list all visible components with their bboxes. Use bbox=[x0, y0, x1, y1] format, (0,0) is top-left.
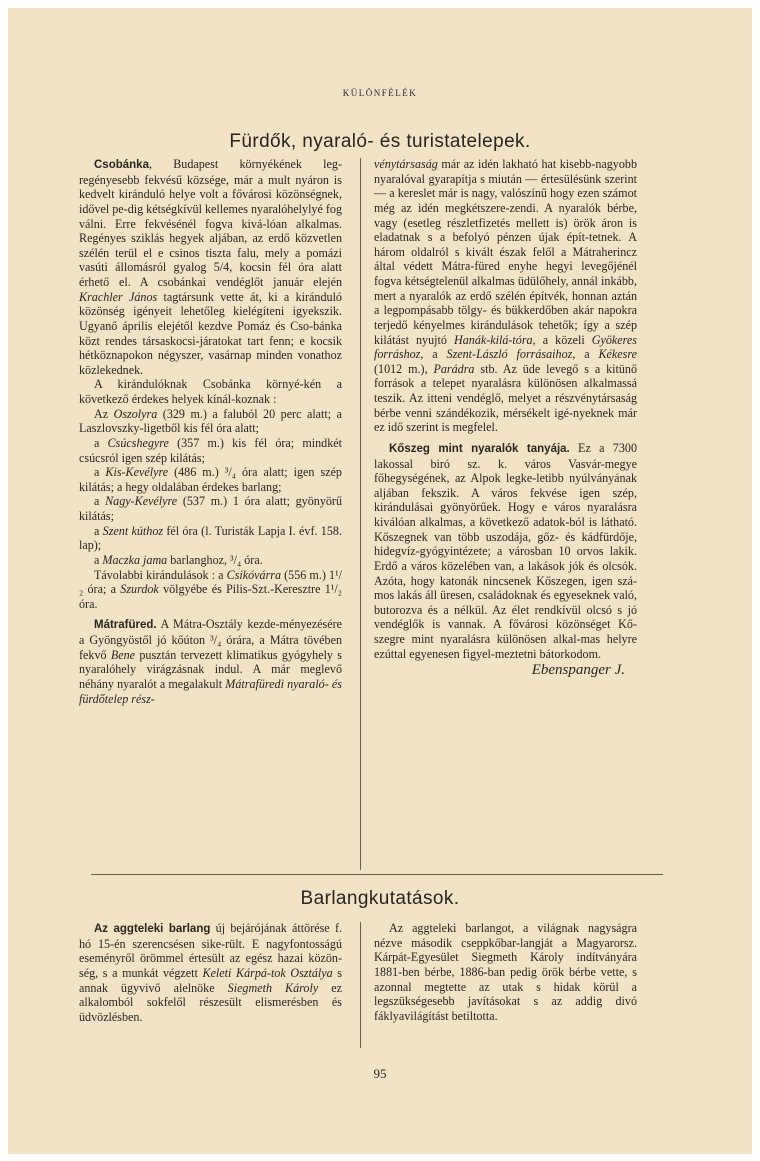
list-item bbox=[79, 465, 342, 494]
matra-continued-paragraph bbox=[374, 157, 637, 435]
column-divider-2 bbox=[360, 922, 361, 1048]
osztaly-name: Keleti Kárpá-tok Osztálya bbox=[202, 965, 333, 980]
tavolabbi-paragraph bbox=[79, 568, 342, 612]
tavolabbi-place-2: Szurdok bbox=[120, 582, 159, 597]
matra-cont-text-a: már az idén lakható hat kisebb-nagyobb nyaralóval gyarapítja s miután — értesülésünk szerint — a kereslet már is nagy, valószínű hogy ezen számot még az idén megkétszere-zendi. A nyaralók bérbe, vagy (esetleg részletfizetés mellett is) örök áron is eladatnak s a befolyó pénzen újak épít-tetnek. A három oldalról s kivált észak felől a Mátraherincz által védett Mátra-füred enyhe hegyi levegőjénél fogva kétségtelenül alkalmas üdülőhely, annál inkább, mert a nyaralók az erdő szélén építvék, honnan aztán a legpompásabb tölgy- és bükkerdőben akár napokra terjedő kényelmes kirándulások tehetők; így a szép kilátást nyujtó bbox=[374, 157, 637, 347]
list-item-post: (329 m.) a faluból 20 perc alatt; a Laszlovszky-ligetből kis fél óra alatt; bbox=[79, 406, 342, 436]
left-column-section1 bbox=[79, 157, 342, 706]
running-head: KÜLÖNFÉLÉK bbox=[342, 88, 418, 98]
matra-cont-text-f: stb. Az üde levegő s a kitünő források a telepet nyaralásra különösen alkalmassá teszik. Az itteni vendéglő, melyet a részvénytársaság bérbe venni szándékozik, mérsékelt igé-nyeknek már ez idő szerint is megfelel. bbox=[374, 361, 637, 435]
list-item bbox=[79, 524, 342, 553]
matra-cont-text-d: , a bbox=[572, 347, 599, 362]
csobanka-text-b: , kocsin fél óra alatt érhető el. A csobánkai vendéglőt január elején bbox=[79, 260, 342, 289]
column-divider bbox=[360, 158, 361, 870]
list-item-place: Oszolyra bbox=[113, 406, 158, 421]
matra-cont-text-e: (1012 m.), bbox=[374, 361, 434, 376]
koszeg-paragraph bbox=[374, 441, 637, 661]
csobanka-text-a: , Budapest környékének leg-regényesebb fekvésű községe, már a mult nyáron is kedvelt kiránduló helye volt a fővárosi közönségnek, idővel pe-dig kétségkívül kellemes nyaralóhelylyé fog válni. Erre fekvésénél fogva kivá-lóan alkalmas. Regényes sziklás hegyek aljában, az erdő közvetlen szélén terül el e csinos tiszta falu, mely a pomázi vasúti állomásról gyalog bbox=[79, 157, 342, 275]
tavolabbi-text-b: (556 m.) 1¹/₂ óra; a bbox=[79, 567, 342, 597]
hanak-place: Hanák-kilá-tóra bbox=[454, 332, 533, 347]
journal-page bbox=[8, 8, 752, 1154]
aggtelek-text-a: új bejárójának áttörése f. hó 15-én szerencsésen sike-rült. E nagyfontosságú eseményről örömmel értesült az egész hazai közön-ség, s a munkát végzett bbox=[79, 921, 342, 980]
list-item-post: fél óra (l. Turisták Lapja I. évf. 158. lap); bbox=[79, 523, 342, 553]
list-item-pre: a bbox=[94, 523, 103, 538]
right-column-section2 bbox=[374, 921, 637, 1023]
matra-cont-text-c: , a bbox=[420, 347, 447, 362]
signature: Ebenspanger J. bbox=[531, 662, 625, 679]
tavolabbi-text-a: Távolabbi kirándulások : a bbox=[94, 567, 227, 582]
section-title-barlang: Barlangkutatások. bbox=[300, 888, 460, 909]
matra-paragraph bbox=[79, 617, 342, 706]
list-item-place: Maczka jama bbox=[102, 552, 168, 567]
aggtelek-text-b: s annak ügyvivő alelnöke bbox=[79, 965, 342, 995]
matra-company-name-end: vénytársaság bbox=[374, 157, 438, 171]
list-item-pre: Az bbox=[94, 406, 114, 421]
csobanka-fraction: 5/4 bbox=[213, 260, 230, 275]
matra-company-name: Mátrafüredi nyaraló- és fürdőtelep rész- bbox=[79, 676, 342, 706]
section-rule bbox=[91, 874, 663, 875]
kekes-place: Kékesre bbox=[598, 347, 637, 362]
list-item-place: Nagy-Kevélyre bbox=[105, 494, 178, 509]
krachler-name: Krachler János bbox=[79, 289, 158, 304]
list-item-pre: a bbox=[94, 494, 106, 509]
list-item-post: (486 m.) ³/₄ óra alatt; igen szép kilátás; a hegy oldalában érdekes barlang; bbox=[79, 465, 342, 494]
csobanka-text-c: tagtársunk vette át, ki a kiránduló közönség igényeit lehetőleg kielégíteni igyekszik. Ugyanő április elejétől kezdve Pomáz és Cso-bánka közt rendes társaskocsi-járatokat tart fenn; e kocsik hétköznapokon négyszer, vasárnap minden vonathoz közlekednek. bbox=[79, 289, 342, 377]
parad-place: Parádra bbox=[433, 361, 475, 376]
list-item bbox=[79, 436, 342, 465]
matra-text-a: A Mátra-Osztály kezde-ményezésére a Gyöngyöstől jó kőúton ³/₄ órára, a Mátra tövében fekvő bbox=[79, 617, 342, 662]
list-item bbox=[79, 553, 342, 568]
list-item-post: (537 m.) 1 óra alatt; gyönyörű kilátás; bbox=[79, 494, 342, 523]
koszeg-text: Ez a 7300 lakossal biró sz. k. város Vasvár-megye főhegységének, az Alpok legke-letibb nyúlványának aljában fekszik. A város fekvése igen szép, kirándulásai gyönyörűek. Hogy e város nyaralásra kiválóan alkalmas, a következő adatok-ból is látható. Kőszegnek van több uszodája, gőz- és kádfürdője, hidegvíz-gyógyintézete; a városban 10 orvos lakik. Erdő a város közelében van, a lakások jók és olcsók. Azóta, hogy katonák nincsenek Kőszegen, igen szá-mos lakás áll üresen, családoknak és egyeseknek való, butorozva és a nélkül. Az élet rendkívül olcsó s jó vendéglők is vannak. A fővárosi közönséget Kő-szegre mint nyaralásra különösen alkal-mas helyre ezúttal egyenesen figyel-meztetni bátorkodom. bbox=[374, 440, 637, 661]
list-item-place: Kis-Kevélyre bbox=[105, 465, 169, 480]
list-item-post: barlanghoz, ³/₄ óra. bbox=[167, 552, 263, 567]
left-column-section2 bbox=[79, 921, 342, 1024]
list-item bbox=[79, 494, 342, 523]
csobanka-paragraph bbox=[79, 157, 342, 377]
matra-cont-text-b: , a közeli bbox=[532, 332, 592, 347]
aggtelek-paragraph bbox=[79, 921, 342, 1024]
szent-laszlo-place: Szent-László forrásaihoz bbox=[446, 347, 573, 362]
list-item-place: Csúcshegyre bbox=[107, 435, 169, 450]
csobanka-lead: Csobánka bbox=[94, 159, 149, 171]
aggtelek-text-c: ez alkalomból sokfelől részesült elismerésben és üdvözlésben. bbox=[79, 980, 342, 1024]
section-title-furdok: Fürdők, nyaraló- és turistatelepek. bbox=[229, 131, 531, 152]
aggtelek-history-paragraph: Az aggteleki barlangot, a világnak nagyságra nézve második cseppkőbar-langját a Magyarorsz. Kárpát-Egyesület Siegmeth Károly indítványára 1881-ben bérbe, 1886-ban pedig örök bérbe vette, s azonnal megtette az utak s hidak körül a legszükségesebb javításokat s az addig divó fáklyavilágítást betiltotta. bbox=[374, 921, 637, 1023]
list-item bbox=[79, 407, 342, 436]
matra-text-b: pusztán tervezett klimatikus gyógyhely s nyaralóhely virágzásnak indul. A már meglevő néhány nyaralót a megalakult bbox=[79, 647, 342, 691]
list-item-place: Szent kúthoz bbox=[102, 523, 164, 538]
right-column-section1 bbox=[374, 157, 637, 678]
page-number: 95 bbox=[373, 1066, 387, 1081]
list-item-pre: a bbox=[94, 435, 108, 450]
matra-place: Bene bbox=[110, 647, 136, 662]
koszeg-lead: Kőszeg mint nyaralók tanyája. bbox=[389, 442, 570, 455]
tavolabbi-text-c: völgyébe és Pilis-Szt.-Keresztre 1¹/₂ óra. bbox=[79, 582, 342, 611]
csobanka-paragraph-2: A kirándulóknak Csobánka környé-kén a következő érdekes helyek kínál-koznak : bbox=[79, 377, 342, 406]
list-item-pre: a bbox=[94, 465, 106, 480]
list-item-post: (357 m.) kis fél óra; mindkét csúcsról igen szép kilátás; bbox=[79, 435, 342, 465]
list-item-pre: a bbox=[94, 552, 103, 567]
gyokeres-place: Gyökeres forráshoz bbox=[374, 332, 637, 362]
matra-lead: Mátrafüred. bbox=[94, 619, 157, 632]
tavolabbi-place-1: Csikóvárra bbox=[226, 567, 282, 582]
aggtelek-lead: Az aggteleki barlang bbox=[94, 923, 211, 935]
siegmeth-name: Siegmeth Károly bbox=[227, 980, 319, 995]
